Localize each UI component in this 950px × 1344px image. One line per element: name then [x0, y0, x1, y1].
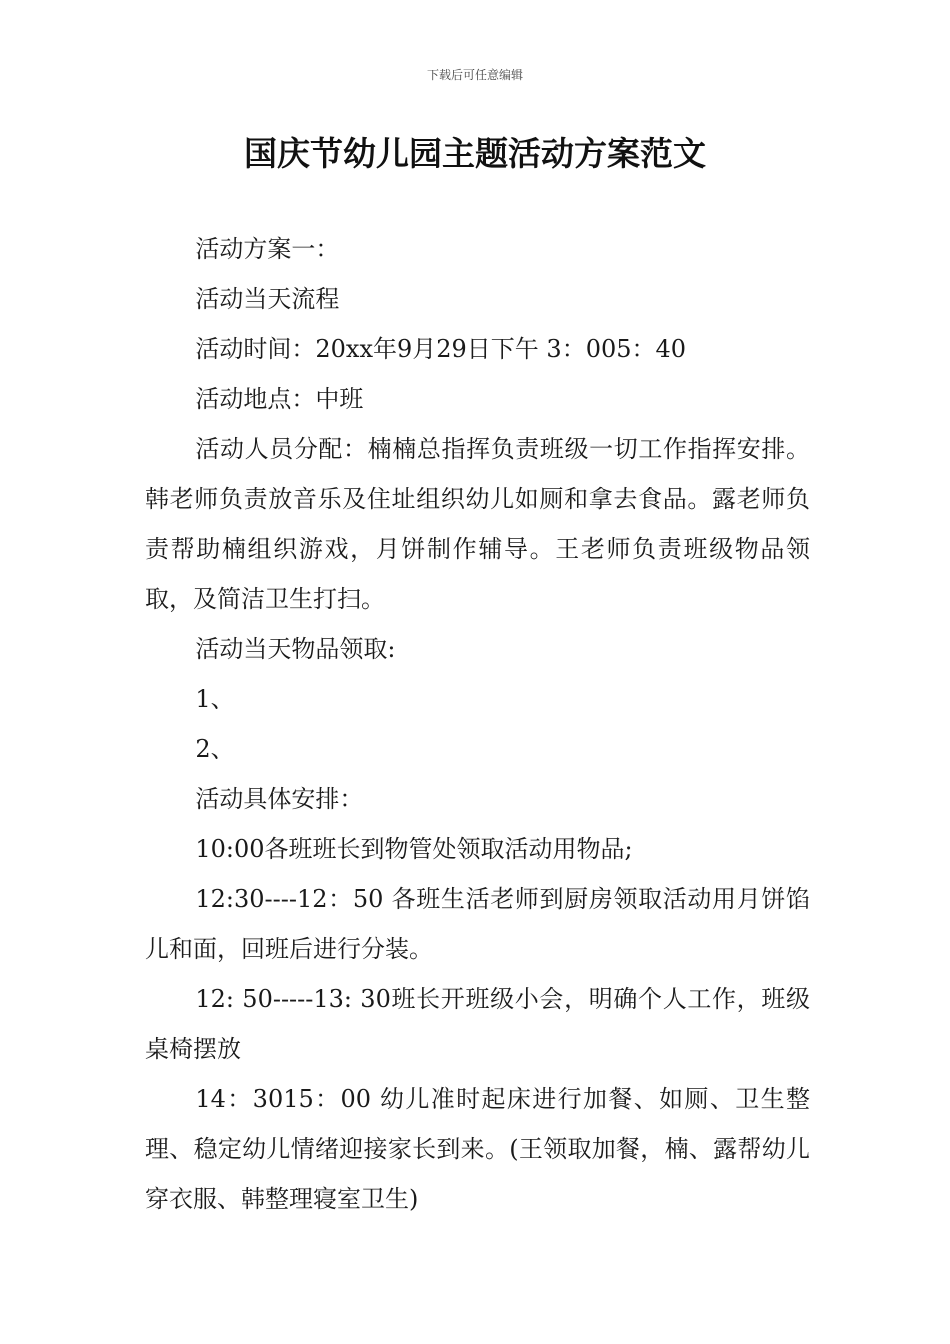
paragraph-schedule-1250: 12: 50-----13: 30班长开班级小会，明确个人工作，班级桌椅摆放: [145, 985, 810, 1063]
document-body: [145, 224, 810, 1224]
paragraph-item-2: 2、: [195, 735, 235, 763]
paragraph-staff-assignment: 活动人员分配：楠楠总指挥负责班级一切工作指挥安排。韩老师负责放音乐及住址组织幼儿如厕和拿去食品。露老师负责帮助楠组织游戏，月饼制作辅导。王老师负责班级物品领取，及简洁卫生打扫。: [145, 435, 810, 613]
header-note: 下载后可任意编辑: [426, 68, 523, 82]
paragraph-schedule-1230: 12:30----12：50 各班生活老师到厨房领取活动用月饼馅儿和面，回班后进行分装。: [145, 885, 810, 963]
paragraph-schedule-heading: 活动具体安排：: [195, 785, 364, 813]
paragraph-activity-location: 活动地点：中班: [195, 385, 364, 413]
paragraph-items-collection: 活动当天物品领取:: [195, 635, 396, 663]
paragraph-day-process: 活动当天流程: [195, 285, 340, 313]
paragraph-item-1: 1、: [195, 685, 235, 713]
paragraph-schedule-1000: 10:00各班班长到物管处领取活动用物品;: [195, 835, 633, 863]
paragraph-schedule-1430: 14：3015：00 幼儿准时起床进行加餐、如厕、卫生整理、稳定幼儿情绪迎接家长到来。(王领取加餐，楠、露帮幼儿穿衣服、韩整理寝室卫生): [145, 1085, 810, 1213]
paragraph-activity-time: 活动时间：20xx年9月29日下午 3：005：40: [195, 335, 687, 363]
paragraph-plan-heading: 活动方案一：: [195, 235, 340, 263]
document-title: 国庆节幼儿园主题活动方案范文: [244, 134, 706, 173]
